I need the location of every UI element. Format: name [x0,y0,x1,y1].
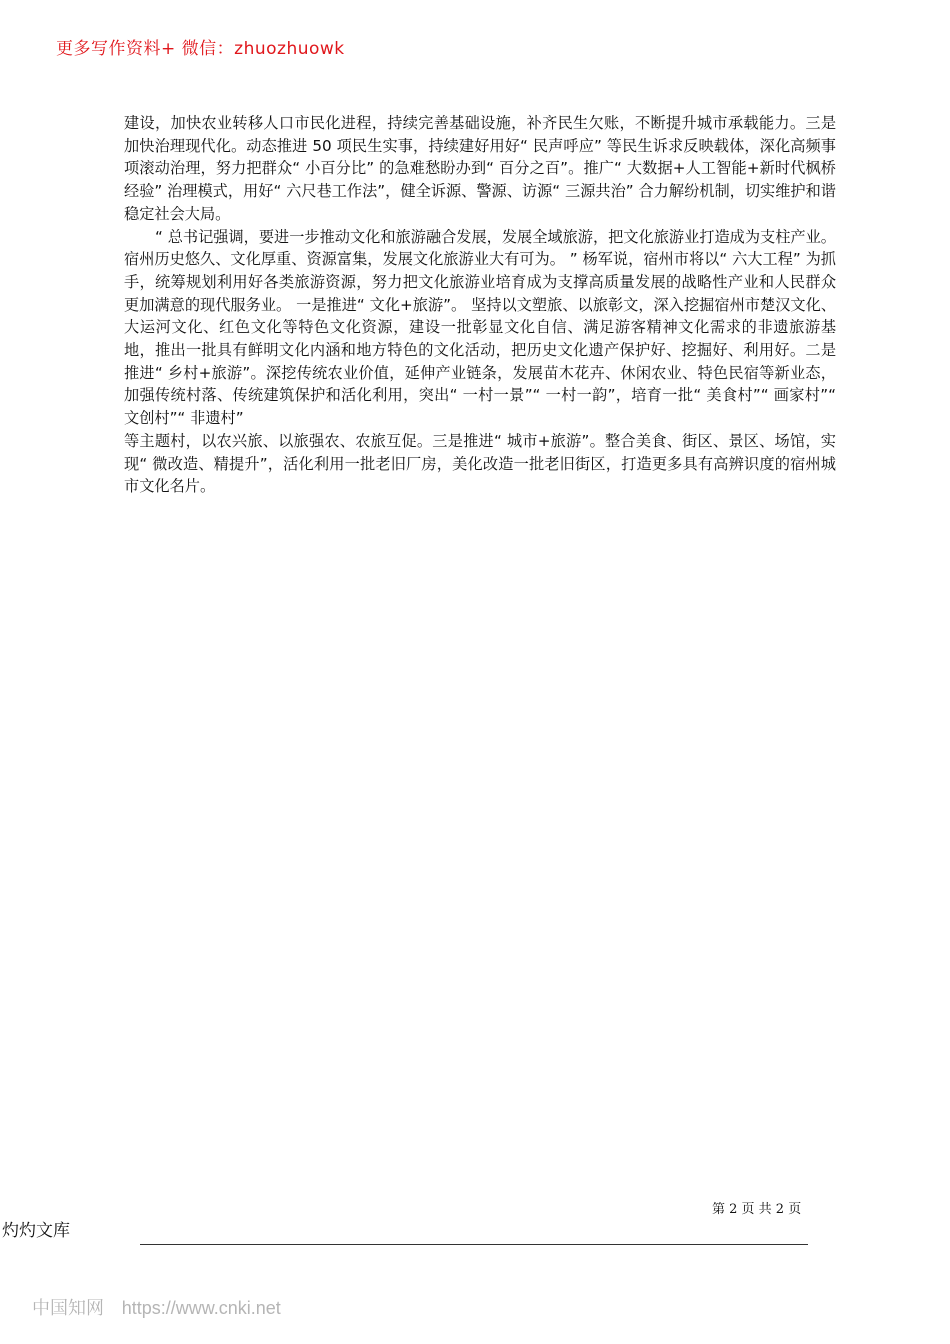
page-number: 第 2 页 共 2 页 [712,1202,802,1217]
contact-banner: 更多写作资料+ 微信：zhuozhuowk [56,39,345,59]
paragraph-2: “ 总书记强调，要进一步推动文化和旅游融合发展，发展全域旅游，把文化旅游业打造成为支柱产业。宿州历史悠久、文化厚重、资源富集，发展文化旅游业大有可为。 ” 杨军说，宿州市将以“ 六大工程” 为抓手，统筹规划利用好各类旅游资源，努力把文化旅游业培育成为支撑高质量发展的战略性产业和人民群众更加满意的现代服务业。 一是推进“ 文化+旅游”。 坚持以文塑旅、以旅彰文，深入挖掘宿州市楚汉文化、大运河文化、红色文化等特色文化资源，建设一批彰显文化自信、满足游客精神文化需求的非遗旅游基地，推出一批具有鲜明文化内涵和地方特色的文化活动，把历史文化遗产保护好、挖掘好、利用好。二是推进“ 乡村+旅游”。深挖传统农业价值，延伸产业链条，发展苗木花卉、休闲农业、特色民宿等新业态，加强传统村落、传统建筑保护和活化利用，突出“ 一村一景”“ 一村一韵”，培育一批“ 美食村”“ 画家村”“ 文创村”“ 非遗村” [124,227,836,428]
paragraph-3: 等主题村，以农兴旅、以旅强农、农旅互促。三是推进“ 城市+旅游”。整合美食、街区、景区、场馆，实现“ 微改造、精提升”，活化利用一批老旧厂房，美化改造一批老旧街区，打造更多具有高辨识度的宿州城市文化名片。 [124,431,836,496]
footer-divider [140,1244,808,1245]
paragraph-1: 建设，加快农业转移人口市民化进程，持续完善基础设施，补齐民生欠账，不断提升城市承载能力。三是加快治理现代化。动态推进 50 项民生实事，持续建好用好“ 民声呼应” 等民生诉求反映载体，深化高频事项滚动治理，努力把群众“ 小百分比” 的急难愁盼办到“ 百分之百”。推广“ 大数据+人工智能+新时代枫桥经验” 治理模式，用好“ 六尺巷工作法”，健全诉源、警源、访源“ 三源共治” 合力解纷机制，切实维护和谐稳定社会大局。 [124,114,836,223]
watermark-url: https://www.cnki.net [121,1298,281,1318]
watermark [32,1294,281,1320]
library-name: 灼灼文库 [2,1221,70,1241]
document-body [124,112,836,498]
watermark-site-name: 中国知网 [32,1298,104,1319]
